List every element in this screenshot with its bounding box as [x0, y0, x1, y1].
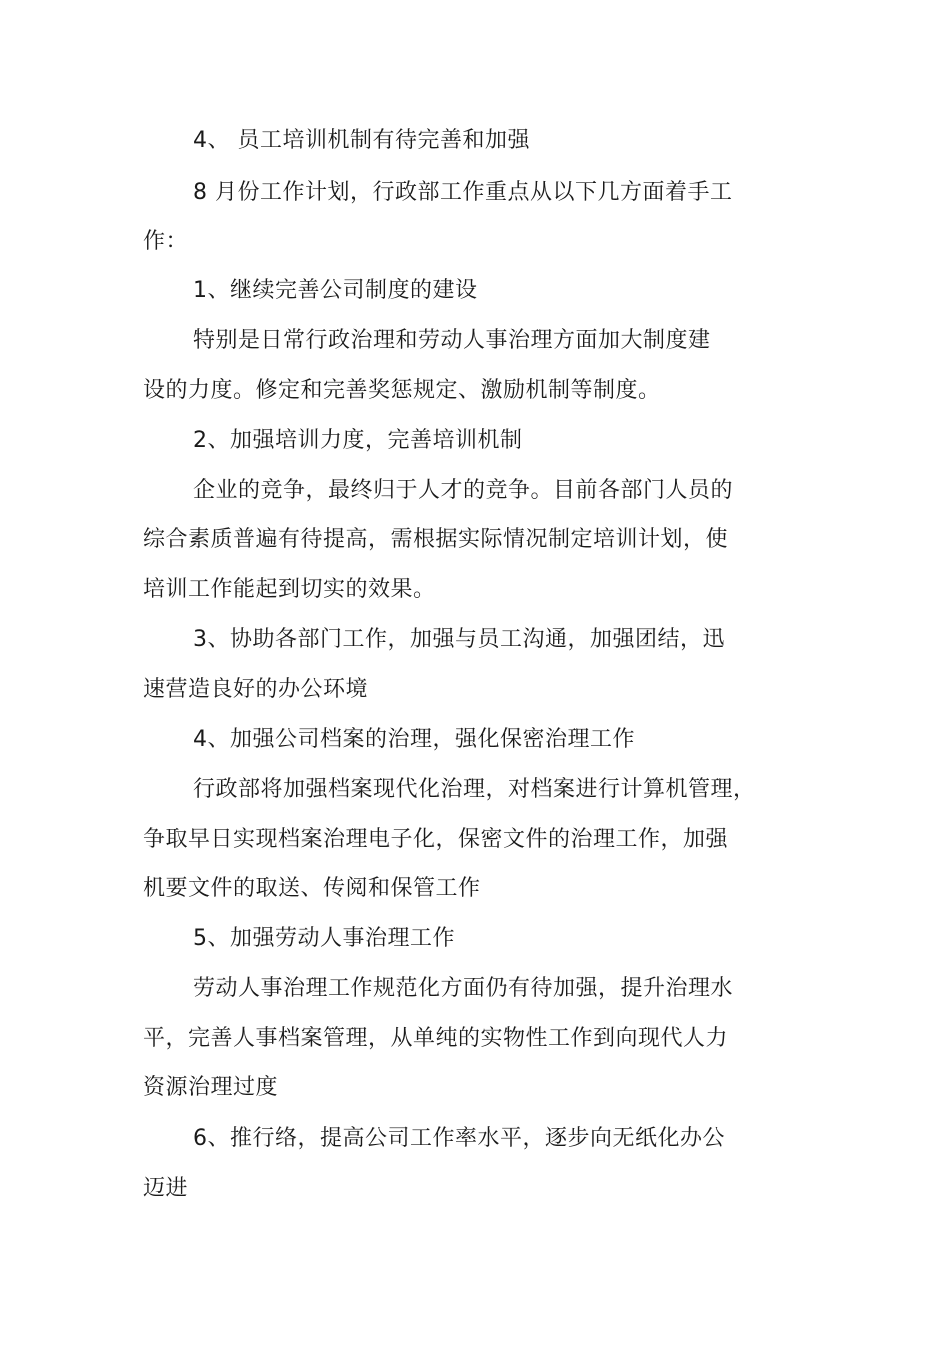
paragraph-line: 作：	[143, 229, 189, 254]
section-heading-training: 4、 员工培训机制有待完善和加强	[193, 128, 530, 153]
section-heading-1: 1、继续完善公司制度的建设	[193, 278, 478, 303]
section-heading-2: 2、加强培训力度，完善培训机制	[193, 428, 523, 453]
paragraph-line: 争取早日实现档案治理电子化，保密文件的治理工作，加强	[143, 827, 729, 852]
section-heading-3: 3、协助各部门工作，加强与员工沟通，加强团结，迅	[193, 627, 725, 652]
paragraph-line: 机要文件的取送、传阅和保管工作	[143, 876, 481, 901]
section-heading-5: 5、加强劳动人事治理工作	[193, 926, 455, 951]
paragraph-line: 培训工作能起到切实的效果。	[143, 577, 436, 602]
paragraph-line: 企业的竞争，最终归于人才的竞争。目前各部门人员的	[193, 478, 734, 503]
paragraph-line: 8 月份工作计划，行政部工作重点从以下几方面着手工	[193, 180, 733, 205]
section-heading-4: 4、加强公司档案的治理，强化保密治理工作	[193, 727, 635, 752]
paragraph-line: 特别是日常行政治理和劳动人事治理方面加大制度建	[193, 328, 711, 353]
paragraph-line: 速营造良好的办公环境	[143, 677, 369, 702]
paragraph-line: 平，完善人事档案管理，从单纯的实物性工作到向现代人力	[143, 1026, 729, 1051]
paragraph-line: 设的力度。修定和完善奖惩规定、激励机制等制度。	[143, 378, 661, 403]
paragraph-line: 迈进	[143, 1176, 189, 1201]
paragraph-line: 综合素质普遍有待提高，需根据实际情况制定培训计划，使	[143, 527, 729, 552]
paragraph-line: 行政部将加强档案现代化治理，对档案进行计算机管理，	[193, 777, 756, 802]
paragraph-line: 劳动人事治理工作规范化方面仍有待加强，提升治理水	[193, 976, 734, 1001]
paragraph-line: 资源治理过度	[143, 1075, 279, 1100]
section-heading-6: 6、推行络，提高公司工作率水平，逐步向无纸化办公	[193, 1126, 725, 1151]
